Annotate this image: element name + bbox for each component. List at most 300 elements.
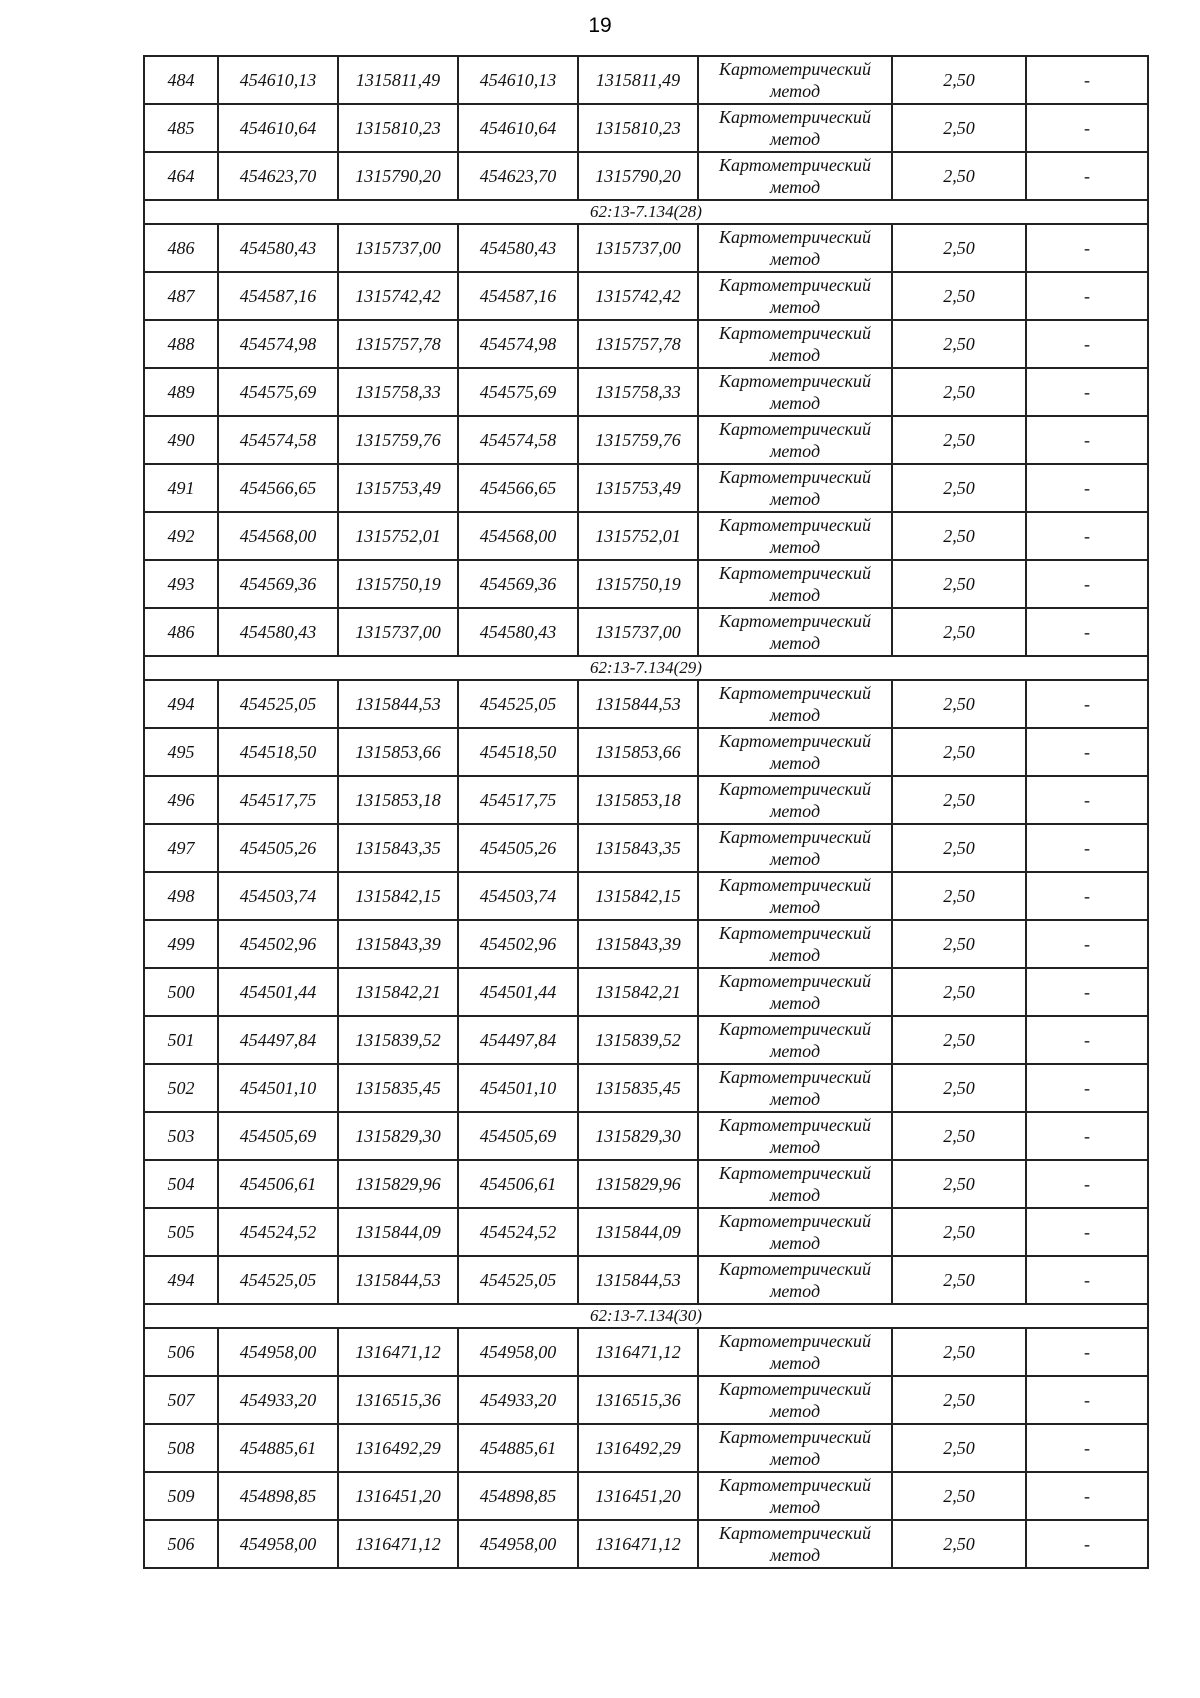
x-coord-cell: 454501,44 — [218, 968, 338, 1016]
method-line-2: метод — [769, 1233, 821, 1253]
y-coord-new-cell: 1315835,45 — [578, 1064, 698, 1112]
x-coord-cell: 454885,61 — [218, 1424, 338, 1472]
note-cell: - — [1026, 968, 1148, 1016]
note-cell: - — [1026, 872, 1148, 920]
method-cell — [698, 464, 892, 512]
y-coord-cell: 1315753,49 — [338, 464, 458, 512]
y-coord-new-cell: 1315737,00 — [578, 224, 698, 272]
method-line-2: метод — [769, 633, 821, 653]
method-line-2: метод — [769, 897, 821, 917]
table-row — [144, 368, 1148, 416]
note-cell: - — [1026, 1256, 1148, 1304]
point-number-cell: 490 — [144, 416, 218, 464]
y-coord-new-cell: 1315742,42 — [578, 272, 698, 320]
accuracy-cell: 2,50 — [892, 1160, 1026, 1208]
page-number: 19 — [588, 14, 612, 37]
point-number-cell: 491 — [144, 464, 218, 512]
method-line-1: Картометрический — [718, 731, 871, 751]
table-row — [144, 1112, 1148, 1160]
table-row — [144, 776, 1148, 824]
method-line-1: Картометрический — [718, 1067, 871, 1087]
y-coord-new-cell: 1315758,33 — [578, 368, 698, 416]
method-cell — [698, 920, 892, 968]
note-cell: - — [1026, 104, 1148, 152]
y-coord-cell: 1315829,30 — [338, 1112, 458, 1160]
y-coord-new-cell: 1315829,30 — [578, 1112, 698, 1160]
note-cell: - — [1026, 512, 1148, 560]
accuracy-cell: 2,50 — [892, 368, 1026, 416]
note-cell: - — [1026, 560, 1148, 608]
method-line-2: метод — [769, 849, 821, 869]
method-cell — [698, 1256, 892, 1304]
method-line-2: метод — [769, 249, 821, 269]
note-cell: - — [1026, 728, 1148, 776]
accuracy-cell: 2,50 — [892, 104, 1026, 152]
method-cell — [698, 56, 892, 104]
note-cell: - — [1026, 1160, 1148, 1208]
y-coord-new-cell: 1315843,35 — [578, 824, 698, 872]
y-coord-cell: 1315737,00 — [338, 608, 458, 656]
method-line-1: Картометрический — [718, 107, 871, 127]
table-row — [144, 464, 1148, 512]
method-line-2: метод — [769, 129, 821, 149]
y-coord-new-cell: 1316471,12 — [578, 1328, 698, 1376]
note-cell: - — [1026, 920, 1148, 968]
table-row — [144, 968, 1148, 1016]
point-number-cell: 486 — [144, 224, 218, 272]
x-coord-cell: 454568,00 — [218, 512, 338, 560]
x-coord-new-cell: 454501,44 — [458, 968, 578, 1016]
x-coord-cell: 454524,52 — [218, 1208, 338, 1256]
accuracy-cell: 2,50 — [892, 1208, 1026, 1256]
method-line-2: метод — [769, 489, 821, 509]
y-coord-new-cell: 1315811,49 — [578, 56, 698, 104]
method-line-1: Картометрический — [718, 1115, 871, 1135]
x-coord-new-cell: 454933,20 — [458, 1376, 578, 1424]
note-cell: - — [1026, 1376, 1148, 1424]
point-number-cell: 464 — [144, 152, 218, 200]
accuracy-cell: 2,50 — [892, 608, 1026, 656]
accuracy-cell: 2,50 — [892, 56, 1026, 104]
x-coord-cell: 454501,10 — [218, 1064, 338, 1112]
y-coord-new-cell: 1315844,09 — [578, 1208, 698, 1256]
method-line-2: метод — [769, 1545, 821, 1565]
x-coord-new-cell: 454524,52 — [458, 1208, 578, 1256]
note-cell: - — [1026, 680, 1148, 728]
method-line-1: Картометрический — [718, 467, 871, 487]
y-coord-new-cell: 1315853,18 — [578, 776, 698, 824]
section-header-row — [144, 656, 1148, 680]
x-coord-new-cell: 454569,36 — [458, 560, 578, 608]
x-coord-new-cell: 454580,43 — [458, 224, 578, 272]
table-row — [144, 1328, 1148, 1376]
method-line-2: метод — [769, 1185, 821, 1205]
method-line-1: Картометрический — [718, 1163, 871, 1183]
x-coord-cell: 454517,75 — [218, 776, 338, 824]
x-coord-new-cell: 454505,69 — [458, 1112, 578, 1160]
method-line-1: Картометрический — [718, 611, 871, 631]
accuracy-cell: 2,50 — [892, 776, 1026, 824]
x-coord-new-cell: 454568,00 — [458, 512, 578, 560]
method-line-2: метод — [769, 441, 821, 461]
x-coord-cell: 454503,74 — [218, 872, 338, 920]
x-coord-new-cell: 454501,10 — [458, 1064, 578, 1112]
table-row — [144, 1472, 1148, 1520]
accuracy-cell: 2,50 — [892, 416, 1026, 464]
x-coord-new-cell: 454575,69 — [458, 368, 578, 416]
coordinates-table — [143, 55, 1149, 1569]
accuracy-cell: 2,50 — [892, 1256, 1026, 1304]
method-line-2: метод — [769, 177, 821, 197]
x-coord-new-cell: 454958,00 — [458, 1520, 578, 1568]
table-row — [144, 416, 1148, 464]
y-coord-cell: 1315829,96 — [338, 1160, 458, 1208]
y-coord-cell: 1315790,20 — [338, 152, 458, 200]
table-row — [144, 320, 1148, 368]
y-coord-new-cell: 1315839,52 — [578, 1016, 698, 1064]
table-row — [144, 152, 1148, 200]
accuracy-cell: 2,50 — [892, 1328, 1026, 1376]
y-coord-cell: 1315757,78 — [338, 320, 458, 368]
table-row — [144, 1208, 1148, 1256]
method-line-2: метод — [769, 1449, 821, 1469]
note-cell: - — [1026, 368, 1148, 416]
method-line-1: Картометрический — [718, 1259, 871, 1279]
note-cell: - — [1026, 1016, 1148, 1064]
point-number-cell: 495 — [144, 728, 218, 776]
x-coord-new-cell: 454525,05 — [458, 680, 578, 728]
point-number-cell: 500 — [144, 968, 218, 1016]
method-cell — [698, 368, 892, 416]
point-number-cell: 497 — [144, 824, 218, 872]
x-coord-new-cell: 454505,26 — [458, 824, 578, 872]
method-cell — [698, 680, 892, 728]
method-cell — [698, 1160, 892, 1208]
point-number-cell: 484 — [144, 56, 218, 104]
y-coord-new-cell: 1315790,20 — [578, 152, 698, 200]
y-coord-new-cell: 1315752,01 — [578, 512, 698, 560]
y-coord-cell: 1315853,18 — [338, 776, 458, 824]
accuracy-cell: 2,50 — [892, 512, 1026, 560]
x-coord-cell: 454505,26 — [218, 824, 338, 872]
accuracy-cell: 2,50 — [892, 824, 1026, 872]
y-coord-new-cell: 1315844,53 — [578, 680, 698, 728]
note-cell: - — [1026, 1520, 1148, 1568]
method-line-1: Картометрический — [718, 1211, 871, 1231]
table-row — [144, 680, 1148, 728]
method-line-1: Картометрический — [718, 275, 871, 295]
point-number-cell: 494 — [144, 1256, 218, 1304]
point-number-cell: 507 — [144, 1376, 218, 1424]
accuracy-cell: 2,50 — [892, 464, 1026, 512]
x-coord-cell: 454502,96 — [218, 920, 338, 968]
x-coord-new-cell: 454898,85 — [458, 1472, 578, 1520]
point-number-cell: 488 — [144, 320, 218, 368]
y-coord-cell: 1315844,53 — [338, 1256, 458, 1304]
method-cell — [698, 272, 892, 320]
section-title: 62:13-7.134(30) — [144, 1304, 1148, 1328]
method-cell — [698, 872, 892, 920]
x-coord-cell: 454525,05 — [218, 1256, 338, 1304]
accuracy-cell: 2,50 — [892, 1016, 1026, 1064]
method-cell — [698, 968, 892, 1016]
method-line-2: метод — [769, 1089, 821, 1109]
note-cell: - — [1026, 1328, 1148, 1376]
y-coord-cell: 1315752,01 — [338, 512, 458, 560]
section-header-row — [144, 1304, 1148, 1328]
method-line-1: Картометрический — [718, 1475, 871, 1495]
point-number-cell: 498 — [144, 872, 218, 920]
x-coord-cell: 454623,70 — [218, 152, 338, 200]
y-coord-new-cell: 1315757,78 — [578, 320, 698, 368]
x-coord-cell: 454587,16 — [218, 272, 338, 320]
x-coord-cell: 454898,85 — [218, 1472, 338, 1520]
x-coord-cell: 454610,64 — [218, 104, 338, 152]
method-line-1: Картометрический — [718, 683, 871, 703]
point-number-cell: 489 — [144, 368, 218, 416]
point-number-cell: 496 — [144, 776, 218, 824]
point-number-cell: 492 — [144, 512, 218, 560]
x-coord-cell: 454933,20 — [218, 1376, 338, 1424]
y-coord-new-cell: 1316451,20 — [578, 1472, 698, 1520]
method-cell — [698, 776, 892, 824]
method-line-2: метод — [769, 801, 821, 821]
x-coord-cell: 454580,43 — [218, 608, 338, 656]
note-cell: - — [1026, 320, 1148, 368]
y-coord-new-cell: 1315842,21 — [578, 968, 698, 1016]
method-cell — [698, 1064, 892, 1112]
method-line-1: Картометрический — [718, 1379, 871, 1399]
note-cell: - — [1026, 608, 1148, 656]
note-cell: - — [1026, 776, 1148, 824]
method-line-2: метод — [769, 993, 821, 1013]
note-cell: - — [1026, 1064, 1148, 1112]
x-coord-cell: 454958,00 — [218, 1328, 338, 1376]
method-line-1: Картометрический — [718, 827, 871, 847]
method-line-1: Картометрический — [718, 779, 871, 799]
method-cell — [698, 104, 892, 152]
method-line-2: метод — [769, 1137, 821, 1157]
method-line-1: Картометрический — [718, 1427, 871, 1447]
method-cell — [698, 1424, 892, 1472]
method-line-1: Картометрический — [718, 323, 871, 343]
x-coord-new-cell: 454574,58 — [458, 416, 578, 464]
note-cell: - — [1026, 152, 1148, 200]
point-number-cell: 508 — [144, 1424, 218, 1472]
y-coord-cell: 1315844,53 — [338, 680, 458, 728]
table-row — [144, 272, 1148, 320]
y-coord-new-cell: 1316515,36 — [578, 1376, 698, 1424]
point-number-cell: 502 — [144, 1064, 218, 1112]
note-cell: - — [1026, 416, 1148, 464]
x-coord-new-cell: 454580,43 — [458, 608, 578, 656]
accuracy-cell: 2,50 — [892, 1376, 1026, 1424]
x-coord-cell: 454610,13 — [218, 56, 338, 104]
point-number-cell: 506 — [144, 1520, 218, 1568]
method-cell — [698, 608, 892, 656]
note-cell: - — [1026, 1112, 1148, 1160]
point-number-cell: 487 — [144, 272, 218, 320]
accuracy-cell: 2,50 — [892, 152, 1026, 200]
method-cell — [698, 728, 892, 776]
y-coord-cell: 1315742,42 — [338, 272, 458, 320]
x-coord-cell: 454505,69 — [218, 1112, 338, 1160]
table-row — [144, 608, 1148, 656]
point-number-cell: 486 — [144, 608, 218, 656]
accuracy-cell: 2,50 — [892, 968, 1026, 1016]
y-coord-new-cell: 1316471,12 — [578, 1520, 698, 1568]
y-coord-cell: 1315842,21 — [338, 968, 458, 1016]
point-number-cell: 499 — [144, 920, 218, 968]
method-cell — [698, 1112, 892, 1160]
x-coord-new-cell: 454958,00 — [458, 1328, 578, 1376]
method-cell — [698, 560, 892, 608]
table-row — [144, 1376, 1148, 1424]
x-coord-new-cell: 454502,96 — [458, 920, 578, 968]
note-cell: - — [1026, 1472, 1148, 1520]
method-line-2: метод — [769, 585, 821, 605]
y-coord-new-cell: 1315844,53 — [578, 1256, 698, 1304]
method-line-1: Картометрический — [718, 59, 871, 79]
y-coord-cell: 1315835,45 — [338, 1064, 458, 1112]
method-line-2: метод — [769, 1041, 821, 1061]
accuracy-cell: 2,50 — [892, 920, 1026, 968]
method-line-1: Картометрический — [718, 227, 871, 247]
method-line-1: Картометрический — [718, 1523, 871, 1543]
method-line-2: метод — [769, 1497, 821, 1517]
x-coord-cell: 454569,36 — [218, 560, 338, 608]
table-row — [144, 920, 1148, 968]
point-number-cell: 503 — [144, 1112, 218, 1160]
method-line-1: Картометрический — [718, 875, 871, 895]
y-coord-cell: 1315839,52 — [338, 1016, 458, 1064]
method-line-2: метод — [769, 1281, 821, 1301]
method-line-1: Картометрический — [718, 515, 871, 535]
accuracy-cell: 2,50 — [892, 728, 1026, 776]
point-number-cell: 505 — [144, 1208, 218, 1256]
method-cell — [698, 512, 892, 560]
method-cell — [698, 1376, 892, 1424]
x-coord-new-cell: 454518,50 — [458, 728, 578, 776]
method-cell — [698, 224, 892, 272]
x-coord-new-cell: 454587,16 — [458, 272, 578, 320]
x-coord-new-cell: 454610,13 — [458, 56, 578, 104]
table-row — [144, 224, 1148, 272]
table-row — [144, 1160, 1148, 1208]
table-row — [144, 728, 1148, 776]
x-coord-cell: 454506,61 — [218, 1160, 338, 1208]
method-cell — [698, 416, 892, 464]
y-coord-cell: 1315853,66 — [338, 728, 458, 776]
point-number-cell: 506 — [144, 1328, 218, 1376]
method-cell — [698, 1328, 892, 1376]
point-number-cell: 493 — [144, 560, 218, 608]
y-coord-cell: 1315843,39 — [338, 920, 458, 968]
table-row — [144, 1064, 1148, 1112]
method-line-2: метод — [769, 945, 821, 965]
method-line-1: Картометрический — [718, 971, 871, 991]
y-coord-new-cell: 1315810,23 — [578, 104, 698, 152]
x-coord-cell: 454566,65 — [218, 464, 338, 512]
x-coord-new-cell: 454574,98 — [458, 320, 578, 368]
method-line-2: метод — [769, 705, 821, 725]
method-cell — [698, 1520, 892, 1568]
x-coord-new-cell: 454506,61 — [458, 1160, 578, 1208]
table-row — [144, 824, 1148, 872]
x-coord-cell: 454525,05 — [218, 680, 338, 728]
method-cell — [698, 152, 892, 200]
table-row — [144, 512, 1148, 560]
x-coord-new-cell: 454503,74 — [458, 872, 578, 920]
y-coord-new-cell: 1315842,15 — [578, 872, 698, 920]
method-line-2: метод — [769, 537, 821, 557]
note-cell: - — [1026, 1424, 1148, 1472]
method-line-1: Картометрический — [718, 419, 871, 439]
method-cell — [698, 1472, 892, 1520]
y-coord-cell: 1315737,00 — [338, 224, 458, 272]
point-number-cell: 504 — [144, 1160, 218, 1208]
method-line-2: метод — [769, 1401, 821, 1421]
point-number-cell: 509 — [144, 1472, 218, 1520]
y-coord-cell: 1315844,09 — [338, 1208, 458, 1256]
accuracy-cell: 2,50 — [892, 224, 1026, 272]
note-cell: - — [1026, 1208, 1148, 1256]
y-coord-cell: 1315758,33 — [338, 368, 458, 416]
note-cell: - — [1026, 224, 1148, 272]
x-coord-cell: 454575,69 — [218, 368, 338, 416]
x-coord-new-cell: 454497,84 — [458, 1016, 578, 1064]
y-coord-cell: 1316492,29 — [338, 1424, 458, 1472]
method-line-2: метод — [769, 1353, 821, 1373]
x-coord-cell: 454497,84 — [218, 1016, 338, 1064]
x-coord-new-cell: 454517,75 — [458, 776, 578, 824]
x-coord-cell: 454574,58 — [218, 416, 338, 464]
accuracy-cell: 2,50 — [892, 1112, 1026, 1160]
note-cell: - — [1026, 272, 1148, 320]
y-coord-cell: 1315750,19 — [338, 560, 458, 608]
x-coord-cell: 454580,43 — [218, 224, 338, 272]
point-number-cell: 494 — [144, 680, 218, 728]
method-line-1: Картометрический — [718, 155, 871, 175]
table-row — [144, 1016, 1148, 1064]
accuracy-cell: 2,50 — [892, 560, 1026, 608]
y-coord-new-cell: 1315843,39 — [578, 920, 698, 968]
x-coord-new-cell: 454623,70 — [458, 152, 578, 200]
y-coord-cell: 1316471,12 — [338, 1328, 458, 1376]
point-number-cell: 501 — [144, 1016, 218, 1064]
method-line-1: Картометрический — [718, 1331, 871, 1351]
method-line-2: метод — [769, 753, 821, 773]
method-line-2: метод — [769, 393, 821, 413]
y-coord-cell: 1316451,20 — [338, 1472, 458, 1520]
section-title: 62:13-7.134(28) — [144, 200, 1148, 224]
section-title: 62:13-7.134(29) — [144, 656, 1148, 680]
note-cell: - — [1026, 56, 1148, 104]
accuracy-cell: 2,50 — [892, 1064, 1026, 1112]
y-coord-new-cell: 1315737,00 — [578, 608, 698, 656]
method-line-2: метод — [769, 345, 821, 365]
y-coord-new-cell: 1315829,96 — [578, 1160, 698, 1208]
y-coord-cell: 1315811,49 — [338, 56, 458, 104]
method-cell — [698, 1016, 892, 1064]
x-coord-new-cell: 454525,05 — [458, 1256, 578, 1304]
method-line-1: Картометрический — [718, 923, 871, 943]
y-coord-cell: 1315843,35 — [338, 824, 458, 872]
table-row — [144, 56, 1148, 104]
section-header-row — [144, 200, 1148, 224]
accuracy-cell: 2,50 — [892, 872, 1026, 920]
point-number-cell: 485 — [144, 104, 218, 152]
